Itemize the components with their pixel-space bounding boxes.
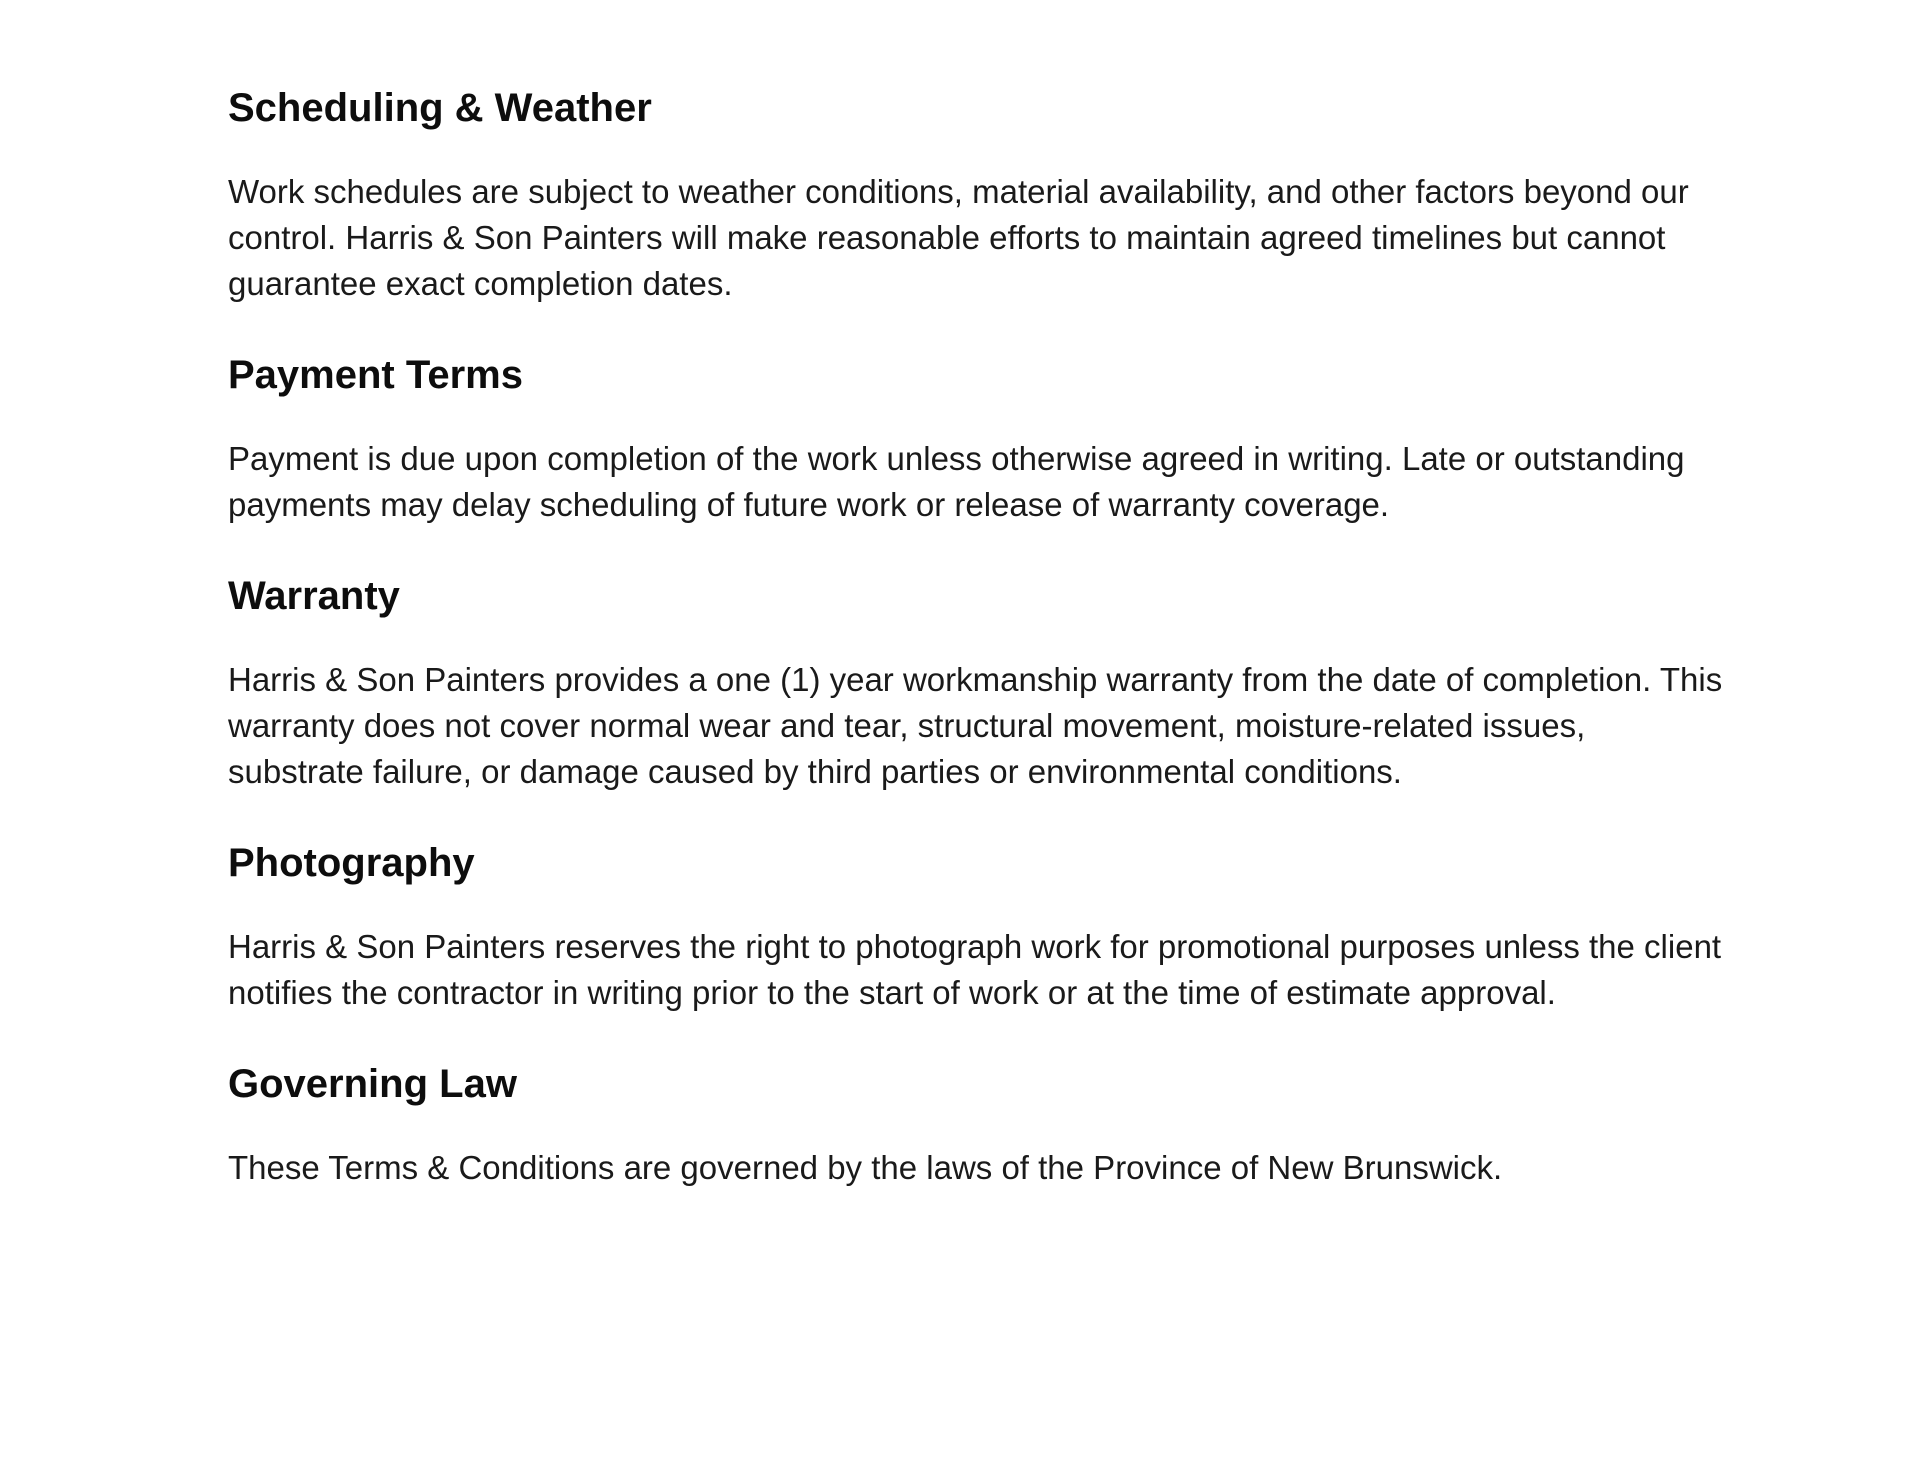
section-payment-terms xyxy=(228,351,1728,528)
section-photography xyxy=(228,839,1728,1016)
section-scheduling-weather xyxy=(228,84,1728,307)
section-body: Harris & Son Painters provides a one (1) year workmanship warranty from the date of completion. This warranty does not cover normal wear and tear, structural movement, moisture-related issues, substrate failure, or damage caused by third parties or environmental conditions. xyxy=(228,661,1723,790)
section-heading: Governing Law xyxy=(228,1062,517,1106)
section-heading: Payment Terms xyxy=(228,353,523,397)
section-heading: Scheduling & Weather xyxy=(228,86,652,130)
section-body: These Terms & Conditions are governed by the laws of the Province of New Brunswick. xyxy=(228,1149,1503,1186)
section-warranty xyxy=(228,572,1728,795)
section-heading: Warranty xyxy=(228,574,400,618)
section-body: Work schedules are subject to weather conditions, material availability, and other factors beyond our control. Harris & Son Painters will make reasonable efforts to maintain agreed timelines but cannot guarantee exact completion dates. xyxy=(228,173,1689,302)
terms-content xyxy=(228,84,1728,1191)
section-body: Payment is due upon completion of the work unless otherwise agreed in writing. Late or outstanding payments may delay scheduling of future work or release of warranty coverage. xyxy=(228,440,1685,523)
section-body: Harris & Son Painters reserves the right to photograph work for promotional purposes unless the client notifies the contractor in writing prior to the start of work or at the time of estimate approval. xyxy=(228,928,1722,1011)
section-heading: Photography xyxy=(228,841,475,885)
section-governing-law xyxy=(228,1060,1728,1191)
